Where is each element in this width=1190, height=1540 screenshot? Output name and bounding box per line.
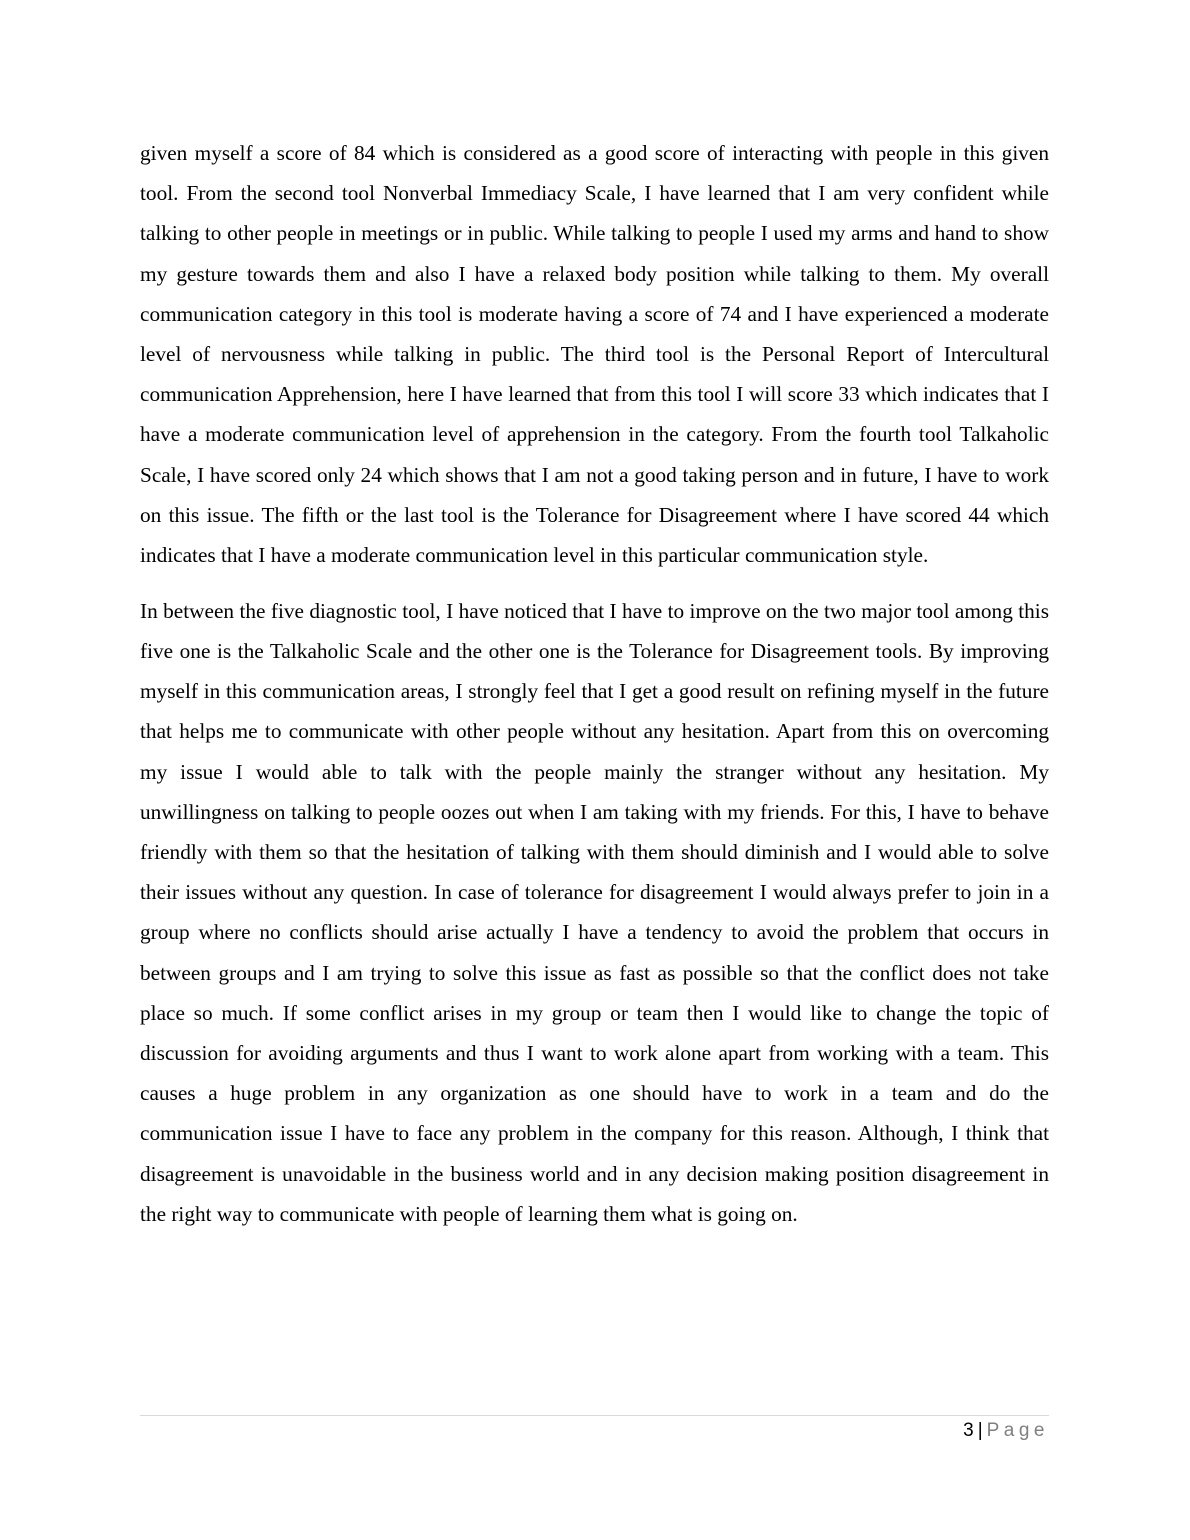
paragraph-1: given myself a score of 84 which is considered as a good score of interacting with people in this given tool. From the second tool Nonverbal Immediacy Scale, I have learned that I am very confident while talking to other people in meetings or in public. While talking to people I used my arms and hand to show my gesture towards them and also I have a relaxed body position while talking to them. My overall communication category in this tool is moderate having a score of 74 and I have experienced a moderate level of nervousness while talking in public. The third tool is the Personal Report of Intercultural communication Apprehension, here I have learned that from this tool I will score 33 which indicates that I have a moderate communication level of apprehension in the category. From the fourth tool Talkaholic Scale, I have scored only 24 which shows that I am not a good taking person and in future, I have to work on this issue. The fifth or the last tool is the Tolerance for Disagreement where I have scored 44 which indicates that I have a moderate communication level in this particular communication style. xyxy=(140,141,1049,568)
page-footer xyxy=(963,1419,1049,1443)
page-label: Page xyxy=(986,1420,1049,1441)
paragraph-2: In between the five diagnostic tool, I have noticed that I have to improve on the two major tool among this five one is the Talkaholic Scale and the other one is the Tolerance for Disagreement tools. By improving myself in this communication areas, I strongly feel that I get a good result on refining myself in the future that helps me to communicate with other people without any hesitation. Apart from this on overcoming my issue I would able to talk with the people mainly the stranger without any hesitation. My unwillingness on talking to people oozes out when I am taking with my friends. For this, I have to behave friendly with them so that the hesitation of talking with them should diminish and I would able to solve their issues without any question. In case of tolerance for disagreement I would always prefer to join in a group where no conflicts should arise actually I have a tendency to avoid the problem that occurs in between groups and I am trying to solve this issue as fast as possible so that the conflict does not take place so much. If some conflict arises in my group or team then I would like to change the topic of discussion for avoiding arguments and thus I want to work alone apart from working with a team. This causes a huge problem in any organization as one should have to work in a team and do the communication issue I have to face any problem in the company for this reason. Although, I think that disagreement is unavoidable in the business world and in any decision making position disagreement in the right way to communicate with people of learning them what is going on. xyxy=(140,598,1049,1226)
page-number: 3 xyxy=(963,1420,974,1441)
page-separator: | xyxy=(977,1420,983,1441)
body-text xyxy=(140,133,1049,1234)
footer-divider xyxy=(140,1415,1049,1416)
